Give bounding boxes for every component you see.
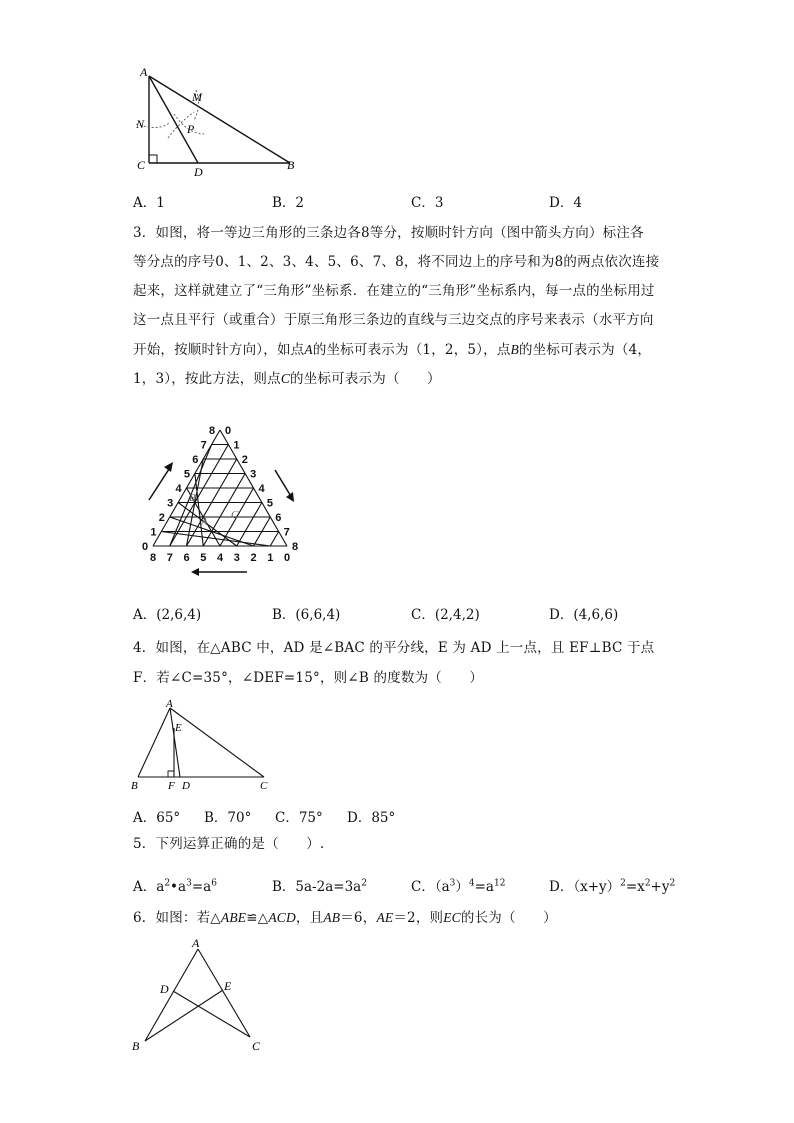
q3-line-1: 3．如图，将一等边三角形的三条边各8等分，按顺时针方向（图中箭头方向）标注各 xyxy=(133,225,644,241)
q5-option-d[interactable]: D．$(x+y)^2=x^2+y^2$ xyxy=(549,878,676,895)
q3-arrow-left-up xyxy=(149,462,173,500)
q2-label-p: P xyxy=(187,122,195,136)
q3-right-number: 0 xyxy=(224,425,232,437)
q4-label-e: E xyxy=(175,722,182,734)
q3-right-number: 8 xyxy=(291,541,299,553)
q3-bottom-number: 0 xyxy=(283,552,291,564)
q3-bottom-number: 7 xyxy=(166,552,173,564)
q3-bottom-number: 5 xyxy=(200,552,207,564)
q3-left-number: 1 xyxy=(150,526,157,539)
q3-point-b-label: B xyxy=(189,492,196,504)
q3-option-d[interactable]: D．(4,6,6) xyxy=(549,607,619,623)
q4-side-ab xyxy=(138,708,170,777)
q6-label-b: B xyxy=(132,1039,140,1053)
q3-right-number: 6 xyxy=(275,512,282,524)
q3-left-number: 0 xyxy=(141,541,149,553)
q3-bottom-number: 1 xyxy=(267,552,274,564)
q3-line-3: 起来，这样就建立了“三角形”坐标系．在建立的“三角形”坐标系内，每一点的坐标用过 xyxy=(133,283,655,299)
q3-left-number: 6 xyxy=(192,454,199,466)
q3-arrow-right-down xyxy=(275,470,294,502)
q6-side-ac xyxy=(198,949,250,1037)
q3-point-a-label: A xyxy=(201,516,208,528)
q4-label-f: F xyxy=(168,780,175,792)
q3-bottom-numbers xyxy=(150,552,290,564)
q2-option-a[interactable]: A．1 xyxy=(133,195,165,211)
q2-figure xyxy=(130,62,305,180)
q3-right-number: 4 xyxy=(258,483,265,495)
q4-option-c[interactable]: C．75° xyxy=(275,810,323,826)
q3-line-5: 开始，按顺时针方向），如点A的坐标可表示为（1，2，5），点B的坐标可表示为（4， xyxy=(133,342,652,358)
q3-right-number: 3 xyxy=(250,468,257,481)
q3-left-number: 7 xyxy=(200,439,207,452)
q4-figure xyxy=(128,698,278,794)
q2-segment-ad xyxy=(149,76,198,163)
q4-option-d[interactable]: D．85° xyxy=(347,810,396,826)
q3-option-c[interactable]: C．(2,4,2) xyxy=(411,607,480,623)
q4-label-d: D xyxy=(182,780,190,792)
q3-arrow-bottom-left xyxy=(191,568,247,576)
q2-label-n: N xyxy=(136,117,145,131)
q3-grid-line xyxy=(203,474,245,547)
q2-right-angle-mark xyxy=(149,155,157,163)
q5-option-a[interactable]: A．$a^2•a^3=a^6$ xyxy=(133,878,217,895)
q2-label-c: C xyxy=(137,158,146,172)
q5-option-c[interactable]: C．$(a^3)^4=a^{12}$ xyxy=(411,878,506,895)
q3-option-b[interactable]: B．(6,6,4) xyxy=(272,607,341,623)
q4-label-a: A xyxy=(166,698,173,710)
q3-line-6: 1，3），按此方法，则点C的坐标可表示为（ ） xyxy=(133,371,441,387)
q3-grid-line xyxy=(161,532,270,547)
q3-left-number: 5 xyxy=(183,468,190,481)
q2-option-b[interactable]: B．2 xyxy=(272,195,305,211)
q3-left-number: 4 xyxy=(175,483,182,495)
q2-label-b: B xyxy=(287,158,295,172)
q3-right-number: 1 xyxy=(233,439,240,452)
q3-grid-line xyxy=(170,445,229,547)
q6-label-c: C xyxy=(252,1039,261,1053)
q4-line-1: 4．如图，在△ABC 中，AD 是∠BAC 的平分线，E 为 AD 上一点，且 EF⊥BC 于点 xyxy=(133,640,655,656)
q2-option-d[interactable]: D．4 xyxy=(549,195,582,211)
q4-option-a[interactable]: A．65° xyxy=(133,810,181,826)
q4-bisector-ad xyxy=(170,708,180,777)
q4-label-b: B xyxy=(131,780,138,792)
q6-label-e: E xyxy=(224,979,232,993)
q2-option-c[interactable]: C．3 xyxy=(411,195,444,211)
q3-point-c-label: C xyxy=(231,509,239,521)
q5-stem: 5．下列运算正确的是（ ）. xyxy=(133,836,325,852)
q3-bottom-number: 4 xyxy=(216,552,224,564)
q3-grid-line xyxy=(237,503,262,547)
q3-line-4: 这一点且平行（或重合）于原三角形三条边的直线与三边交点的序号来表示（水平方向 xyxy=(133,312,654,328)
q6-side-ab xyxy=(145,949,198,1041)
q2-label-a: A xyxy=(140,65,148,79)
q3-left-number: 8 xyxy=(208,425,216,437)
q3-option-a[interactable]: A．(2,6,4) xyxy=(133,607,202,623)
q3-right-number: 5 xyxy=(266,497,273,510)
q6-label-d: D xyxy=(160,982,169,996)
q3-right-number: 2 xyxy=(241,454,248,466)
q6-stem: 6．如图：若△ABE≌△ACD，且AB＝6，AE＝2，则EC的长为（ ） xyxy=(133,910,557,926)
q3-line-2: 等分点的序号0、1、2、3、4、5、6、7、8，将不同边上的序号和为8的两点依次连接 xyxy=(133,254,660,270)
q3-left-number: 2 xyxy=(158,512,165,524)
q3-right-number: 7 xyxy=(283,526,290,539)
q2-label-m: M xyxy=(192,90,202,104)
q4-option-b[interactable]: B．70° xyxy=(204,810,252,826)
q2-label-d: D xyxy=(194,165,203,179)
q3-bottom-number: 8 xyxy=(149,552,157,564)
q3-bottom-number: 3 xyxy=(233,552,240,564)
q4-side-ac xyxy=(170,708,264,777)
q6-figure xyxy=(128,934,278,1056)
q3-left-number: 3 xyxy=(167,497,174,510)
q3-bottom-number: 2 xyxy=(250,552,257,564)
q5-option-b[interactable]: B．$5a-2a=3a^2$ xyxy=(272,878,367,895)
q3-bottom-number: 6 xyxy=(183,552,190,564)
q4-line-2: F．若∠C=35°，∠DEF=15°，则∠B 的度数为（ ） xyxy=(133,670,484,686)
q2-side-ab xyxy=(149,76,290,163)
q3-triangle-grid xyxy=(153,430,287,546)
q4-right-angle-mark xyxy=(168,771,174,777)
q6-label-a: A xyxy=(192,936,200,950)
q4-label-c: C xyxy=(260,780,268,792)
q3-triangle-figure xyxy=(135,412,315,582)
q3-grid-line xyxy=(270,532,278,547)
